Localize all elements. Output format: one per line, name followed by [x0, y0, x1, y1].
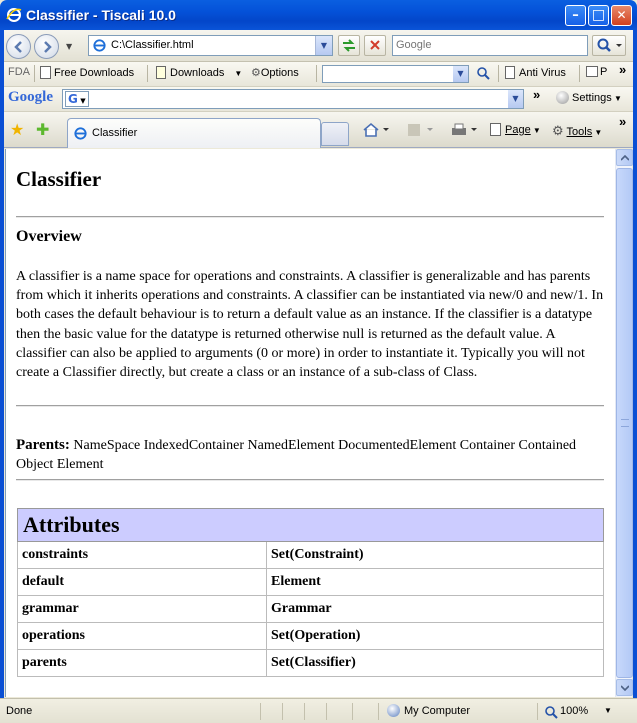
back-arrow-icon	[12, 40, 26, 54]
page-icon	[40, 66, 51, 79]
options-button[interactable]	[251, 66, 299, 79]
window-title: Classifier - Tiscali 10.0	[26, 7, 176, 23]
minimize-icon: –	[572, 8, 579, 23]
table-row	[18, 542, 604, 569]
chevron-down-icon: ▼	[234, 69, 243, 78]
fda-label: FDA	[8, 66, 30, 78]
scroll-up-button[interactable]	[616, 149, 633, 166]
parents-label: Parents:	[16, 437, 70, 453]
divider	[16, 405, 604, 407]
print-button[interactable]	[450, 122, 480, 141]
options-label: Options	[260, 67, 299, 79]
attribute-name: grammar	[18, 596, 267, 623]
downloads-menu[interactable]	[156, 66, 242, 79]
refresh-icon	[339, 36, 359, 55]
rss-feed-icon	[406, 122, 436, 138]
settings-label: Settings	[572, 92, 612, 104]
anti-virus-label: Anti Virus	[519, 67, 566, 79]
close-icon: ✕	[616, 8, 627, 22]
address-value[interactable]: C:\Classifier.html	[111, 39, 194, 51]
tab-bar	[4, 112, 633, 148]
downloads-icon	[156, 66, 166, 79]
address-toolbar	[4, 30, 633, 62]
feeds-button[interactable]	[406, 122, 436, 141]
page-title: Classifier	[16, 167, 102, 191]
attribute-type: Element	[267, 569, 604, 596]
favorites-star-icon[interactable]: ★	[10, 120, 25, 139]
title-bar	[0, 0, 637, 30]
add-favorite-icon[interactable]: ✚	[36, 120, 50, 139]
toolbar-divider	[34, 65, 35, 82]
toolbar-overflow-chevron[interactable]: »	[619, 62, 627, 77]
attribute-type: Set(Constraint)	[267, 542, 604, 569]
status-cell	[260, 703, 280, 720]
google-toolbar	[4, 87, 633, 112]
chevron-down-icon: ▼	[530, 126, 541, 135]
google-search-combo[interactable]	[62, 89, 524, 109]
maximize-button[interactable]	[588, 5, 609, 26]
minimize-button[interactable]	[565, 5, 586, 26]
combo-dropdown-icon[interactable]: ▼	[453, 66, 468, 82]
chevron-down-icon: ▼	[592, 128, 603, 137]
anti-virus-link[interactable]	[505, 66, 566, 79]
forward-button[interactable]	[34, 34, 59, 59]
new-tab-button[interactable]	[321, 122, 349, 146]
google-logo: Google	[8, 89, 53, 105]
page-doc-icon	[490, 123, 501, 136]
zoom-level: 100%	[560, 705, 589, 717]
ie-logo-icon	[6, 7, 22, 23]
toolbar-divider	[498, 65, 499, 82]
status-cell	[326, 703, 346, 720]
attribute-name: operations	[18, 623, 267, 650]
divider	[16, 216, 604, 218]
tools-gear-icon: ⚙	[552, 123, 564, 138]
table-row	[18, 623, 604, 650]
toolbar-divider	[316, 65, 317, 82]
status-cell	[304, 703, 324, 720]
search-box[interactable]	[392, 35, 588, 56]
settings-button[interactable]	[556, 91, 622, 104]
home-icon	[362, 122, 392, 138]
computer-icon	[387, 704, 400, 717]
address-bar[interactable]	[88, 35, 333, 56]
google-g-button[interactable]	[65, 91, 89, 107]
scroll-down-arrow-icon	[621, 685, 629, 691]
printer-icon	[450, 122, 480, 138]
magnifier-icon	[476, 66, 492, 80]
close-button[interactable]	[611, 5, 632, 26]
settings-circle-icon	[556, 91, 569, 104]
scroll-down-button[interactable]	[616, 679, 633, 696]
attributes-table	[17, 508, 604, 677]
options-gear-icon: ⚙	[251, 67, 261, 79]
toolbar-search-button[interactable]	[476, 66, 492, 83]
chevron-down-icon: ▼	[77, 97, 86, 105]
maximize-icon: □	[591, 7, 606, 23]
parents-section	[16, 436, 606, 474]
free-downloads-label: Free Downloads	[54, 67, 135, 79]
tools-menu-label: Tools	[566, 126, 593, 138]
table-row	[18, 596, 604, 623]
p-page-icon	[586, 66, 598, 77]
google-overflow-chevron[interactable]: »	[533, 87, 541, 102]
stop-icon	[365, 36, 385, 55]
page-menu-label: Page	[505, 124, 531, 136]
p-link[interactable]	[586, 66, 607, 78]
free-downloads-link[interactable]	[40, 66, 134, 79]
page-menu[interactable]	[490, 123, 541, 136]
tab-label: Classifier	[92, 127, 138, 139]
toolbar-divider	[147, 65, 148, 82]
back-button[interactable]	[6, 34, 31, 59]
attribute-type: Grammar	[267, 596, 604, 623]
google-dropdown-icon[interactable]: ▼	[508, 90, 523, 108]
scroll-thumb[interactable]	[616, 168, 633, 678]
vertical-scrollbar[interactable]	[615, 149, 632, 697]
search-input[interactable]	[396, 39, 584, 51]
zoom-control[interactable]	[537, 703, 633, 720]
search-button[interactable]	[592, 35, 626, 56]
attribute-name: default	[18, 569, 267, 596]
toolbar-divider	[579, 65, 580, 82]
forward-arrow-icon	[40, 40, 54, 54]
attribute-name: parents	[18, 650, 267, 677]
status-cell	[352, 703, 372, 720]
attribute-type: Set(Classifier)	[267, 650, 604, 677]
zoom-dropdown-icon[interactable]: ▼	[604, 706, 612, 715]
home-button[interactable]	[362, 122, 392, 141]
parents-value: NameSpace IndexedContainer NamedElement DocumentedElement Container Contained Object Element	[16, 438, 577, 472]
chevron-down-icon: ▼	[611, 94, 622, 103]
status-bar	[0, 698, 637, 723]
attributes-heading: Attributes	[18, 509, 604, 542]
status-cell	[282, 703, 302, 720]
downloads-label: Downloads	[170, 67, 225, 79]
zoom-icon	[544, 705, 558, 719]
zone-text: My Computer	[404, 705, 471, 717]
zone-cell	[378, 703, 533, 720]
history-dropdown-icon[interactable]: ▼	[66, 42, 73, 51]
toolbar-search-combo[interactable]	[322, 65, 469, 83]
p-label: P	[600, 66, 608, 78]
status-text: Done	[6, 705, 33, 717]
command-overflow-chevron[interactable]: »	[619, 114, 627, 129]
table-row	[18, 650, 604, 677]
overview-heading: Overview	[16, 228, 82, 245]
overview-text: A classifier is a name space for operations and constraints. A classifier is generalizable and has parents from which it inherits operations and constraints. A classifier can be instantiated via new/0 and new/1. In both cases the default behaviour is to return a default value as an instance. If the classifier is a datatype then the basic value for the datatype is returned otherwise null is returned as the default value. A classifier can also be applied to arguments (0 or more) in order to instantiate it. Typically you will not create a Classifier directly, but create a class or an instance of a sub-class of Class.	[16, 269, 604, 381]
google-g-label: G	[68, 92, 78, 106]
page-content	[5, 149, 615, 697]
tools-menu[interactable]	[552, 123, 602, 139]
window-frame-right	[633, 30, 637, 723]
refresh-button[interactable]	[338, 35, 360, 56]
document-icon	[505, 66, 515, 79]
attribute-type: Set(Operation)	[267, 623, 604, 650]
page-ie-icon	[92, 38, 107, 53]
search-icon	[593, 36, 625, 55]
stop-button[interactable]	[364, 35, 386, 56]
scroll-up-arrow-icon	[621, 155, 629, 161]
table-row	[18, 569, 604, 596]
scroll-grip	[621, 419, 629, 427]
attribute-name: constraints	[18, 542, 267, 569]
tab-classifier[interactable]	[67, 118, 321, 148]
address-dropdown-icon[interactable]: ▼	[315, 36, 332, 55]
tab-ie-icon	[73, 126, 88, 141]
links-toolbar	[4, 62, 633, 87]
divider	[16, 479, 604, 481]
